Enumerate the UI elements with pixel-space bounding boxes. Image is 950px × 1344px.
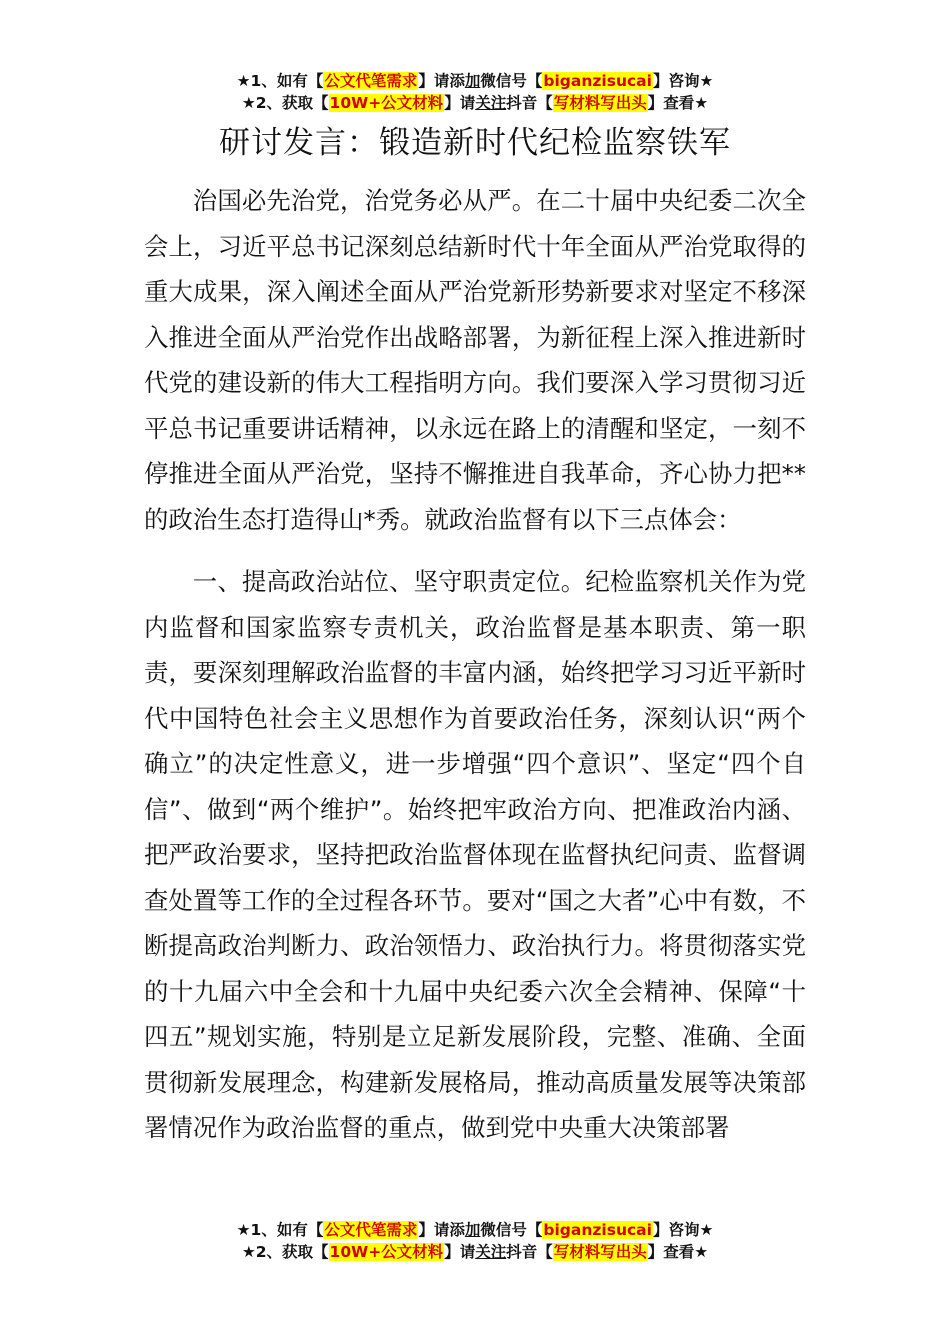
promo-emphasis: 加 (464, 72, 481, 90)
promo-line-1 (0, 1219, 950, 1241)
promo-douyin-account: 写材料写出头 (553, 1243, 647, 1261)
promo-line-1 (0, 70, 950, 92)
promo-banner-bottom (0, 1219, 950, 1263)
promo-text: 抖音【 (506, 1243, 553, 1261)
promo-emphasis: 加 (464, 1221, 481, 1239)
promo-banner-top (0, 70, 950, 114)
promo-highlight: 10W+公文材料 (329, 94, 444, 112)
promo-douyin-account: 写材料写出头 (553, 94, 647, 112)
document-body (144, 178, 806, 1151)
promo-line-2 (0, 92, 950, 114)
promo-text: ★1、如有【 (236, 72, 324, 90)
promo-text: 微信号【 (480, 72, 543, 90)
promo-text: 微信号【 (480, 1221, 543, 1239)
promo-text: 抖音【 (506, 94, 553, 112)
promo-text: 】咨询★ (652, 1221, 714, 1239)
promo-line-2 (0, 1241, 950, 1263)
document-title: 研讨发言：锻造新时代纪检监察铁军 (219, 125, 731, 161)
promo-highlight: 公文代笔需求 (324, 72, 418, 90)
promo-highlight: 公文代笔需求 (324, 1221, 418, 1239)
promo-highlight: 10W+公文材料 (329, 1243, 444, 1261)
promo-text: 】请添 (418, 72, 465, 90)
promo-text: ★2、获取【 (241, 94, 329, 112)
body-paragraph: 治国必先治党，治党务必从严。在二十届中央纪委二次全会上，习近平总书记深刻总结新时代十年全面从严治党取得的重大成果，深入阐述全面从严治党新形势新要求对坚定不移深入推进全面从严治党作出战略部署，为新征程上深入推进新时代党的建设新的伟大工程指明方向。我们要深入学习贯彻习近平总书记重要讲话精神，以永远在路上的清醒和坚定，一刻不停推进全面从严治党，坚持不懈推进自我革命，齐心协力把**的政治生态打造得山*秀。就政治监督有以下三点体会： (144, 186, 806, 534)
promo-wechat-id: biganzisucai (543, 72, 652, 90)
promo-text: 】查看★ (647, 94, 709, 112)
promo-emphasis: 关注 (475, 1243, 507, 1261)
promo-text: 】请添 (418, 1221, 465, 1239)
promo-text: 】咨询★ (652, 72, 714, 90)
promo-wechat-id: biganzisucai (543, 1221, 652, 1239)
promo-text: ★1、如有【 (236, 1221, 324, 1239)
body-paragraph: 一、提高政治站位、坚守职责定位。纪检监察机关作为党内监督和国家监察专责机关，政治监督是基本职责、第一职责，要深刻理解政治监督的丰富内涵，始终把学习习近平新时代中国特色社会主义思想作为首要政治任务，深刻认识“两个确立”的决定性意义，进一步增强“四个意识”、坚定“四个自信”、做到“两个维护”。始终把牢政治方向、把准政治内涵、把严政治要求，坚持把政治监督体现在监督执纪问责、监督调查处置等工作的全过程各环节。要对“国之大者”心中有数，不断提高政治判断力、政治领悟力、政治执行力。将贯彻落实党的十九届六中全会和十九届中央纪委六次全会精神、保障“十四五”规划实施，特别是立足新发展阶段，完整、准确、全面贯彻新发展理念，构建新发展格局，推动高质量发展等决策部署情况作为政治监督的重点，做到党中央重大决策部署 (144, 567, 806, 1142)
promo-text: ★2、获取【 (241, 1243, 329, 1261)
promo-text: 】请 (444, 1243, 476, 1261)
promo-emphasis: 关注 (475, 94, 507, 112)
promo-text: 】请 (444, 94, 476, 112)
promo-text: 】查看★ (647, 1243, 709, 1261)
